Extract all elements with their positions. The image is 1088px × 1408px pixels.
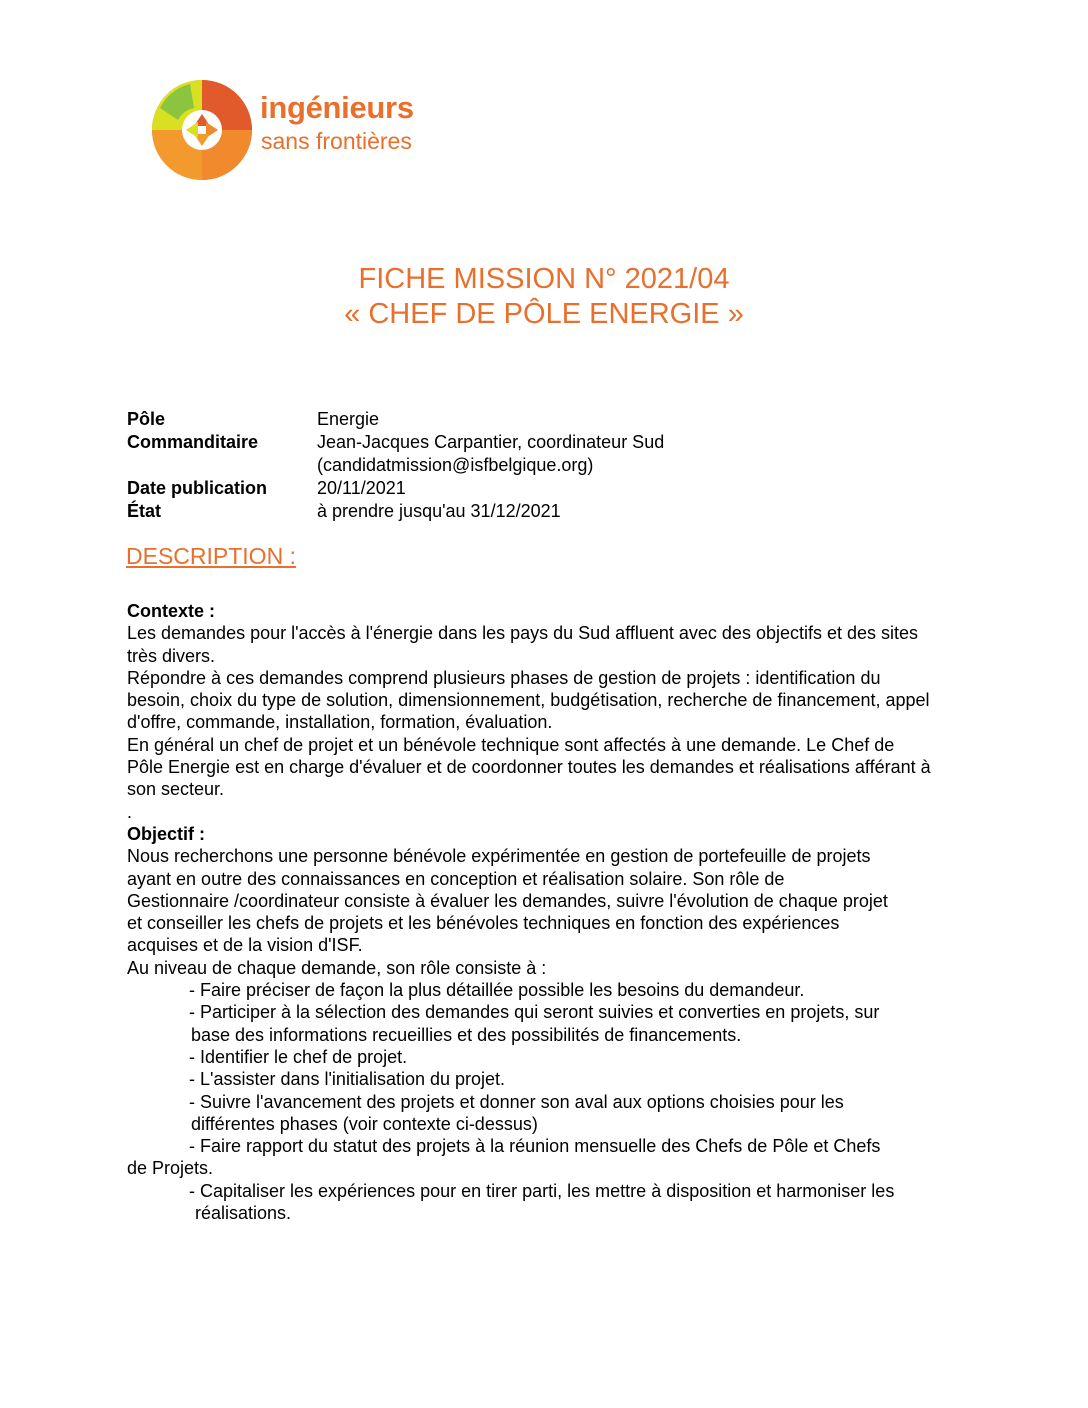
list-item-continuation: base des informations recueillies et des possibilités de financements. xyxy=(191,1024,742,1045)
title-line-1: FICHE MISSION N° 2021/04 xyxy=(358,263,730,295)
mission-metadata xyxy=(127,408,987,523)
objectif-line: et conseiller les chefs de projets et les bénévoles techniques en fonction des expériences xyxy=(127,913,840,934)
commanditaire-email: (candidatmission@isfbelgique.org) xyxy=(317,455,594,475)
contexte-line: Répondre à ces demandes comprend plusieurs phases de gestion de projets : identification du xyxy=(127,667,881,688)
contexte-line: son secteur. xyxy=(127,779,225,800)
list-item: - L'assister dans l'initialisation du projet. xyxy=(189,1069,506,1090)
list-item: - Capitaliser les expériences pour en tirer parti, les mettre à disposition et harmoniser les xyxy=(189,1180,895,1201)
objectif-line: acquises et de la vision d'ISF. xyxy=(127,935,363,956)
logo-wordmark-primary: ingénieurs xyxy=(260,90,414,125)
contexte-line: besoin, choix du type de solution, dimensionnement, budgétisation, recherche de financement, appel xyxy=(127,690,930,711)
contexte-label: Contexte : xyxy=(127,601,216,621)
commanditaire-label: Commanditaire xyxy=(127,432,259,452)
objectif-label: Objectif : xyxy=(127,823,206,844)
list-item: - Faire préciser de façon la plus détaillée possible les besoins du demandeur. xyxy=(189,980,805,1001)
logo-mark-icon xyxy=(150,78,254,182)
pole-label: Pôle xyxy=(127,409,166,429)
title-line-2: « CHEF DE PÔLE ENERGIE » xyxy=(344,298,744,330)
objectif-line: ayant en outre des connaissances en conception et réalisation solaire. Son rôle de xyxy=(127,868,785,889)
list-item-continuation: différentes phases (voir contexte ci-dessus) xyxy=(191,1113,538,1134)
objectif-line: Nous recherchons une personne bénévole expérimentée en gestion de portefeuille de projets xyxy=(127,846,871,867)
etat-label: État xyxy=(127,501,162,521)
objectif-intro: Au niveau de chaque demande, son rôle consiste à : xyxy=(127,957,547,978)
contexte-line: d'offre, commande, installation, formation, évaluation. xyxy=(127,712,553,733)
list-item: - Faire rapport du statut des projets à la réunion mensuelle des Chefs de Pôle et Chefs xyxy=(189,1136,881,1157)
date-label: Date publication xyxy=(127,478,268,498)
meta-row-commanditaire xyxy=(127,431,987,477)
contexte-line: En général un chef de projet et un bénévole technique sont affectés à une demande. Le Chef de xyxy=(127,734,895,755)
document-title xyxy=(0,262,1088,332)
list-item: - Participer à la sélection des demandes qui seront suivies et converties en projets, sur xyxy=(189,1002,880,1023)
commanditaire-name: Jean-Jacques Carpantier, coordinateur Sud xyxy=(317,432,665,452)
contexte-line: Les demandes pour l'accès à l'énergie dans les pays du Sud affluent avec des objectifs et des sites xyxy=(127,623,919,644)
meta-row-date xyxy=(127,477,987,500)
meta-row-pole xyxy=(127,408,987,431)
contexte-line: très divers. xyxy=(127,645,216,666)
commanditaire-value xyxy=(317,431,987,477)
objectif-line: Gestionnaire /coordinateur consiste à évaluer les demandes, suivre l'évolution de chaque projet xyxy=(127,890,888,911)
date-value: 20/11/2021 xyxy=(317,478,406,498)
separator-dot: . xyxy=(127,801,133,822)
meta-row-etat xyxy=(127,500,987,523)
list-item-continuation: de Projets. xyxy=(127,1158,214,1179)
list-item-continuation: réalisations. xyxy=(195,1203,292,1224)
description-body xyxy=(127,600,967,1224)
list-item: - Identifier le chef de projet. xyxy=(189,1046,408,1067)
list-item: - Suivre l'avancement des projets et donner son aval aux options choisies pour les xyxy=(189,1091,844,1112)
logo-wordmark-secondary: sans frontières xyxy=(261,128,412,154)
etat-value: à prendre jusqu'au 31/12/2021 xyxy=(317,501,561,521)
description-heading: DESCRIPTION : xyxy=(126,543,296,569)
organization-logo xyxy=(150,78,450,182)
pole-value: Energie xyxy=(317,409,380,429)
contexte-line: Pôle Energie est en charge d'évaluer et de coordonner toutes les demandes et réalisations afférant à xyxy=(127,757,931,778)
